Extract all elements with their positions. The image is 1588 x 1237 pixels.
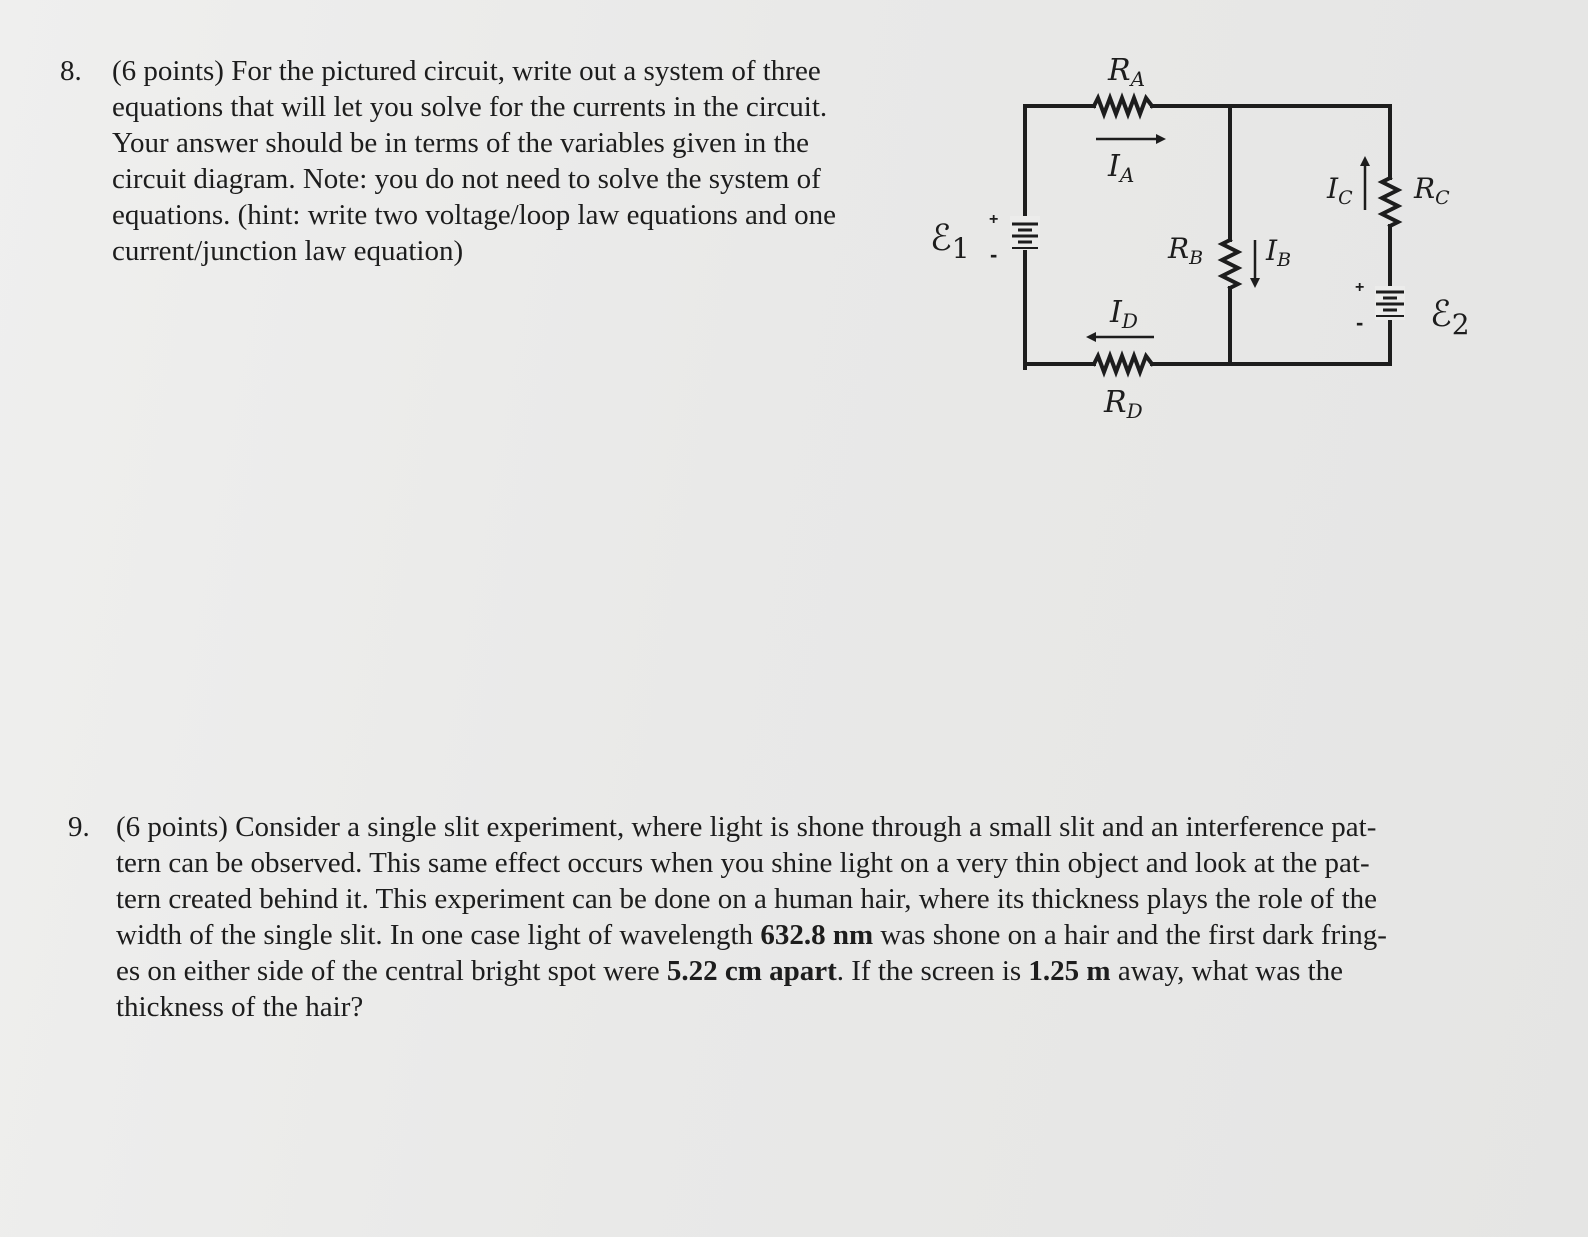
wire-top-right <box>1152 106 1390 178</box>
problem-9-text-run: width of the single slit. In one case light of wavelength <box>116 919 761 951</box>
problem-9-line <box>116 917 1387 953</box>
label-r-d: $R_D$ <box>1104 385 1143 423</box>
label-emf-1: ℰ$_1$ <box>930 218 970 265</box>
current-d-arrow <box>1086 332 1154 342</box>
problem-8-line: current/junction law equation) <box>112 235 464 267</box>
screen-distance-value: 1.25 m <box>1028 955 1111 987</box>
resistor-c <box>1382 178 1398 226</box>
label-i-b: $I_B$ <box>1266 234 1292 271</box>
label-emf-2: ℰ$_2$ <box>1430 294 1470 341</box>
circuit-diagram <box>900 40 1500 440</box>
emf-2-minus-sign: - <box>1356 310 1364 335</box>
battery-emf-1 <box>1010 216 1040 250</box>
problem-9-line: (6 points) Consider a single slit experiment, where light is shone through a small slit and an interference pat- <box>116 811 1377 843</box>
fringe-separation-value: 5.22 cm apart <box>666 955 837 987</box>
problem-8-line: (6 points) For the pictured circuit, write out a system of three <box>112 55 821 87</box>
label-i-d: $I_D$ <box>1110 295 1138 333</box>
label-r-c: $R_C$ <box>1414 172 1450 209</box>
current-b-arrow <box>1250 240 1260 288</box>
resistor-d <box>1094 356 1152 372</box>
label-i-a: $I_A$ <box>1108 149 1135 187</box>
wire-bottom-right <box>1152 318 1390 364</box>
problem-8-line: Your answer should be in terms of the variables given in the <box>112 127 809 159</box>
wavelength-value: 632.8 nm <box>760 919 874 951</box>
resistor-b <box>1222 240 1238 288</box>
resistor-a <box>1094 98 1152 114</box>
label-r-a: $R_A$ <box>1108 53 1146 91</box>
problem-9-text <box>116 809 1387 1025</box>
label-i-c: $I_C$ <box>1327 172 1353 209</box>
problem-9-line <box>116 953 1387 989</box>
battery-emf-2 <box>1375 286 1405 320</box>
problem-8-number: 8. <box>60 55 82 87</box>
problem-9-text-run: away, what was the <box>1110 955 1344 987</box>
problem-9-number: 9. <box>68 811 90 843</box>
problem-8-text <box>112 53 836 269</box>
current-a-arrow <box>1096 134 1166 144</box>
emf-1-plus-sign: + <box>989 211 999 228</box>
problem-9-text-run: es on either side of the central bright spot were <box>116 955 667 987</box>
emf-1-minus-sign: - <box>990 242 998 267</box>
problem-8-line: equations. (hint: write two voltage/loop law equations and one <box>112 199 837 231</box>
problem-9-line: thickness of the hair? <box>116 991 364 1023</box>
emf-2-plus-sign: + <box>1355 279 1365 296</box>
problem-9-text-run: was shone on a hair and the first dark fring- <box>873 919 1387 951</box>
problem-8-line: equations that will let you solve for the currents in the circuit. <box>112 91 828 123</box>
problem-9-line: tern created behind it. This experiment can be done on a human hair, where its thickness plays the role of the <box>116 883 1378 915</box>
problem-9-line: tern can be observed. This same effect occurs when you shine light on a very thin object and look at the pat- <box>116 847 1370 879</box>
problem-9-text-run: . If the screen is <box>836 955 1029 987</box>
problem-8-line: circuit diagram. Note: you do not need to solve the system of <box>112 163 821 195</box>
label-r-b: $R_B$ <box>1168 232 1204 269</box>
current-c-arrow <box>1360 156 1370 210</box>
